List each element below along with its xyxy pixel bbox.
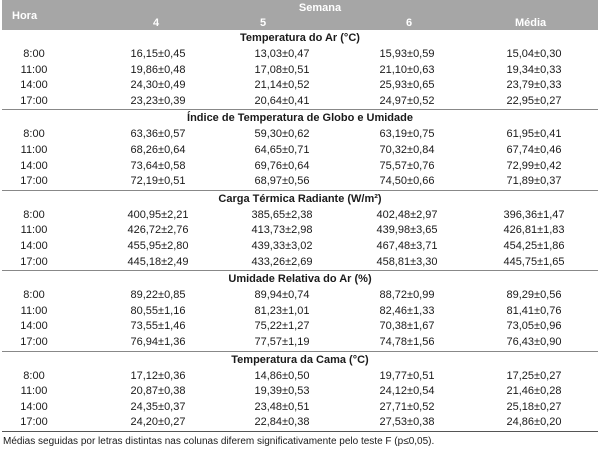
- value-cell: 17,25±0,27: [506, 369, 562, 382]
- section-title-row: [2, 30, 598, 47]
- value-cell: 25,18±0,27: [506, 400, 562, 413]
- header-semana: Semana: [298, 2, 342, 14]
- table-row: [2, 63, 598, 79]
- hora-cell: 17:00: [20, 335, 48, 348]
- value-cell: 439,33±3,02: [251, 239, 313, 252]
- value-cell: 61,95±0,41: [506, 128, 562, 141]
- value-cell: 89,29±0,56: [506, 289, 562, 302]
- value-cell: 75,57±0,76: [379, 159, 435, 172]
- value-cell: 24,20±0,27: [130, 416, 186, 429]
- value-cell: 68,26±0,64: [130, 143, 186, 156]
- value-cell: 25,93±0,65: [379, 79, 435, 92]
- hora-cell: 14:00: [20, 239, 48, 252]
- table-row: [2, 78, 598, 94]
- value-cell: 445,75±1,65: [503, 255, 565, 268]
- table-row: [2, 369, 598, 385]
- data-table: [2, 30, 598, 431]
- hora-cell: 8:00: [23, 369, 45, 382]
- table-bottom-rule: [2, 431, 598, 432]
- value-cell: 15,93±0,59: [379, 48, 435, 60]
- value-cell: 16,15±0,45: [130, 48, 186, 60]
- table-row: [2, 400, 598, 416]
- hora-cell: 8:00: [23, 128, 45, 141]
- hora-cell: 8:00: [23, 289, 45, 302]
- table-row: [2, 208, 598, 224]
- section-title-row: [2, 190, 598, 208]
- value-cell: 88,72±0,99: [379, 289, 435, 302]
- hora-cell: 11:00: [20, 224, 48, 237]
- value-cell: 413,73±2,98: [251, 224, 313, 237]
- footnote: Médias seguidas por letras distintas nas colunas diferem significativamente pelo teste F (p≤0,05).: [3, 435, 435, 447]
- header-col-5: 5: [260, 17, 267, 29]
- table-row: [2, 94, 598, 110]
- value-cell: 23,23±0,39: [130, 94, 186, 107]
- hora-cell: 14:00: [20, 159, 48, 172]
- value-cell: 21,10±0,63: [379, 63, 435, 76]
- section-title: Umidade Relativa do Ar (%): [2, 271, 598, 289]
- value-cell: 64,65±0,71: [254, 143, 310, 156]
- value-cell: 76,43±0,90: [506, 335, 562, 348]
- value-cell: 81,23±1,01: [254, 304, 310, 317]
- value-cell: 426,72±2,76: [127, 224, 189, 237]
- table-row: [2, 143, 598, 159]
- section-title: Carga Térmica Radiante (W/m²): [2, 190, 598, 208]
- hora-cell: 14:00: [20, 400, 48, 413]
- section-title: Índice de Temperatura de Globo e Umidade: [2, 110, 598, 128]
- value-cell: 63,19±0,75: [379, 128, 435, 141]
- value-cell: 73,64±0,58: [130, 159, 186, 172]
- value-cell: 27,71±0,52: [379, 400, 435, 413]
- value-cell: 426,81±1,83: [503, 224, 565, 237]
- section-title-row: [2, 271, 598, 289]
- value-cell: 71,89±0,37: [506, 175, 562, 188]
- hora-cell: 11:00: [20, 304, 48, 317]
- value-cell: 59,30±0,62: [254, 128, 310, 141]
- value-cell: 20,87±0,38: [130, 385, 186, 398]
- value-cell: 455,95±2,80: [127, 239, 189, 252]
- section-title-row: [2, 110, 598, 128]
- value-cell: 23,48±0,51: [254, 400, 310, 413]
- table-body: [2, 30, 598, 431]
- table-row: [2, 415, 598, 431]
- value-cell: 14,86±0,50: [254, 369, 310, 382]
- hora-cell: 17:00: [20, 255, 48, 268]
- value-cell: 433,26±2,69: [251, 255, 313, 268]
- value-cell: 72,99±0,42: [506, 159, 562, 172]
- value-cell: 15,04±0,30: [506, 48, 562, 60]
- section-title-row: [2, 351, 598, 369]
- table-row: [2, 319, 598, 335]
- table-row: [2, 239, 598, 255]
- value-cell: 73,55±1,46: [130, 320, 186, 333]
- value-cell: 63,36±0,57: [130, 128, 186, 141]
- table-row: [2, 127, 598, 143]
- value-cell: 24,12±0,54: [379, 385, 435, 398]
- value-cell: 20,64±0,41: [254, 94, 310, 107]
- value-cell: 467,48±3,71: [376, 239, 438, 252]
- value-cell: 75,22±1,27: [254, 320, 310, 333]
- value-cell: 74,78±1,56: [379, 335, 435, 348]
- header-col-media: Média: [515, 17, 547, 29]
- value-cell: 21,14±0,52: [254, 79, 310, 92]
- value-cell: 24,86±0,20: [506, 416, 562, 429]
- value-cell: 69,76±0,64: [254, 159, 310, 172]
- table-row: [2, 223, 598, 239]
- value-cell: 21,46±0,28: [506, 385, 562, 398]
- value-cell: 400,95±2,21: [127, 208, 189, 221]
- hora-cell: 8:00: [23, 208, 45, 221]
- value-cell: 89,22±0,85: [130, 289, 186, 302]
- value-cell: 19,34±0,33: [506, 63, 562, 76]
- value-cell: 396,36±1,47: [503, 208, 565, 221]
- value-cell: 24,97±0,52: [379, 94, 435, 107]
- value-cell: 13,03±0,47: [254, 48, 310, 60]
- value-cell: 19,86±0,48: [130, 63, 186, 76]
- data-table-container: [2, 0, 598, 447]
- value-cell: 74,50±0,66: [379, 175, 435, 188]
- header-hora: Hora: [12, 10, 38, 22]
- table-row: [2, 47, 598, 63]
- value-cell: 27,53±0,38: [379, 416, 435, 429]
- hora-cell: 8:00: [23, 48, 45, 60]
- value-cell: 402,48±2,97: [376, 208, 438, 221]
- value-cell: 24,35±0,37: [130, 400, 186, 413]
- value-cell: 73,05±0,96: [506, 320, 562, 333]
- value-cell: 445,18±2,49: [127, 255, 189, 268]
- header-col-4: 4: [153, 17, 160, 29]
- value-cell: 385,65±2,38: [251, 208, 313, 221]
- value-cell: 23,79±0,33: [506, 79, 562, 92]
- hora-cell: 11:00: [20, 63, 48, 76]
- table-row: [2, 384, 598, 400]
- value-cell: 70,38±1,67: [379, 320, 435, 333]
- value-cell: 89,94±0,74: [254, 289, 310, 302]
- value-cell: 19,39±0,53: [254, 385, 310, 398]
- hora-cell: 17:00: [20, 94, 48, 107]
- value-cell: 17,12±0,36: [130, 369, 186, 382]
- hora-cell: 14:00: [20, 79, 48, 92]
- table-header: [2, 0, 598, 30]
- table-row: [2, 304, 598, 320]
- value-cell: 67,74±0,46: [506, 143, 562, 156]
- table-row: [2, 159, 598, 175]
- hora-cell: 17:00: [20, 175, 48, 188]
- value-cell: 439,98±3,65: [376, 224, 438, 237]
- section-title: Temperatura da Cama (°C): [2, 351, 598, 369]
- value-cell: 68,97±0,56: [254, 175, 310, 188]
- value-cell: 81,41±0,76: [506, 304, 562, 317]
- header-col-6: 6: [406, 17, 413, 29]
- section-title: Temperatura do Ar (°C): [240, 32, 360, 44]
- value-cell: 458,81±3,30: [376, 255, 438, 268]
- value-cell: 22,95±0,27: [506, 94, 562, 107]
- value-cell: 454,25±1,86: [503, 239, 565, 252]
- value-cell: 70,32±0,84: [379, 143, 435, 156]
- value-cell: 19,77±0,51: [379, 369, 435, 382]
- hora-cell: 11:00: [20, 385, 48, 398]
- table-row: [2, 174, 598, 190]
- hora-cell: 14:00: [20, 320, 48, 333]
- value-cell: 82,46±1,33: [379, 304, 435, 317]
- table-row: [2, 288, 598, 304]
- hora-cell: 11:00: [20, 143, 48, 156]
- value-cell: 24,30±0,49: [130, 79, 186, 92]
- value-cell: 80,55±1,16: [130, 304, 186, 317]
- value-cell: 76,94±1,36: [130, 335, 186, 348]
- value-cell: 22,84±0,38: [254, 416, 310, 429]
- value-cell: 77,57±1,19: [254, 335, 310, 348]
- hora-cell: 17:00: [20, 416, 48, 429]
- table-row: [2, 255, 598, 271]
- table-row: [2, 335, 598, 351]
- value-cell: 72,19±0,51: [130, 175, 186, 188]
- value-cell: 17,08±0,51: [254, 63, 310, 76]
